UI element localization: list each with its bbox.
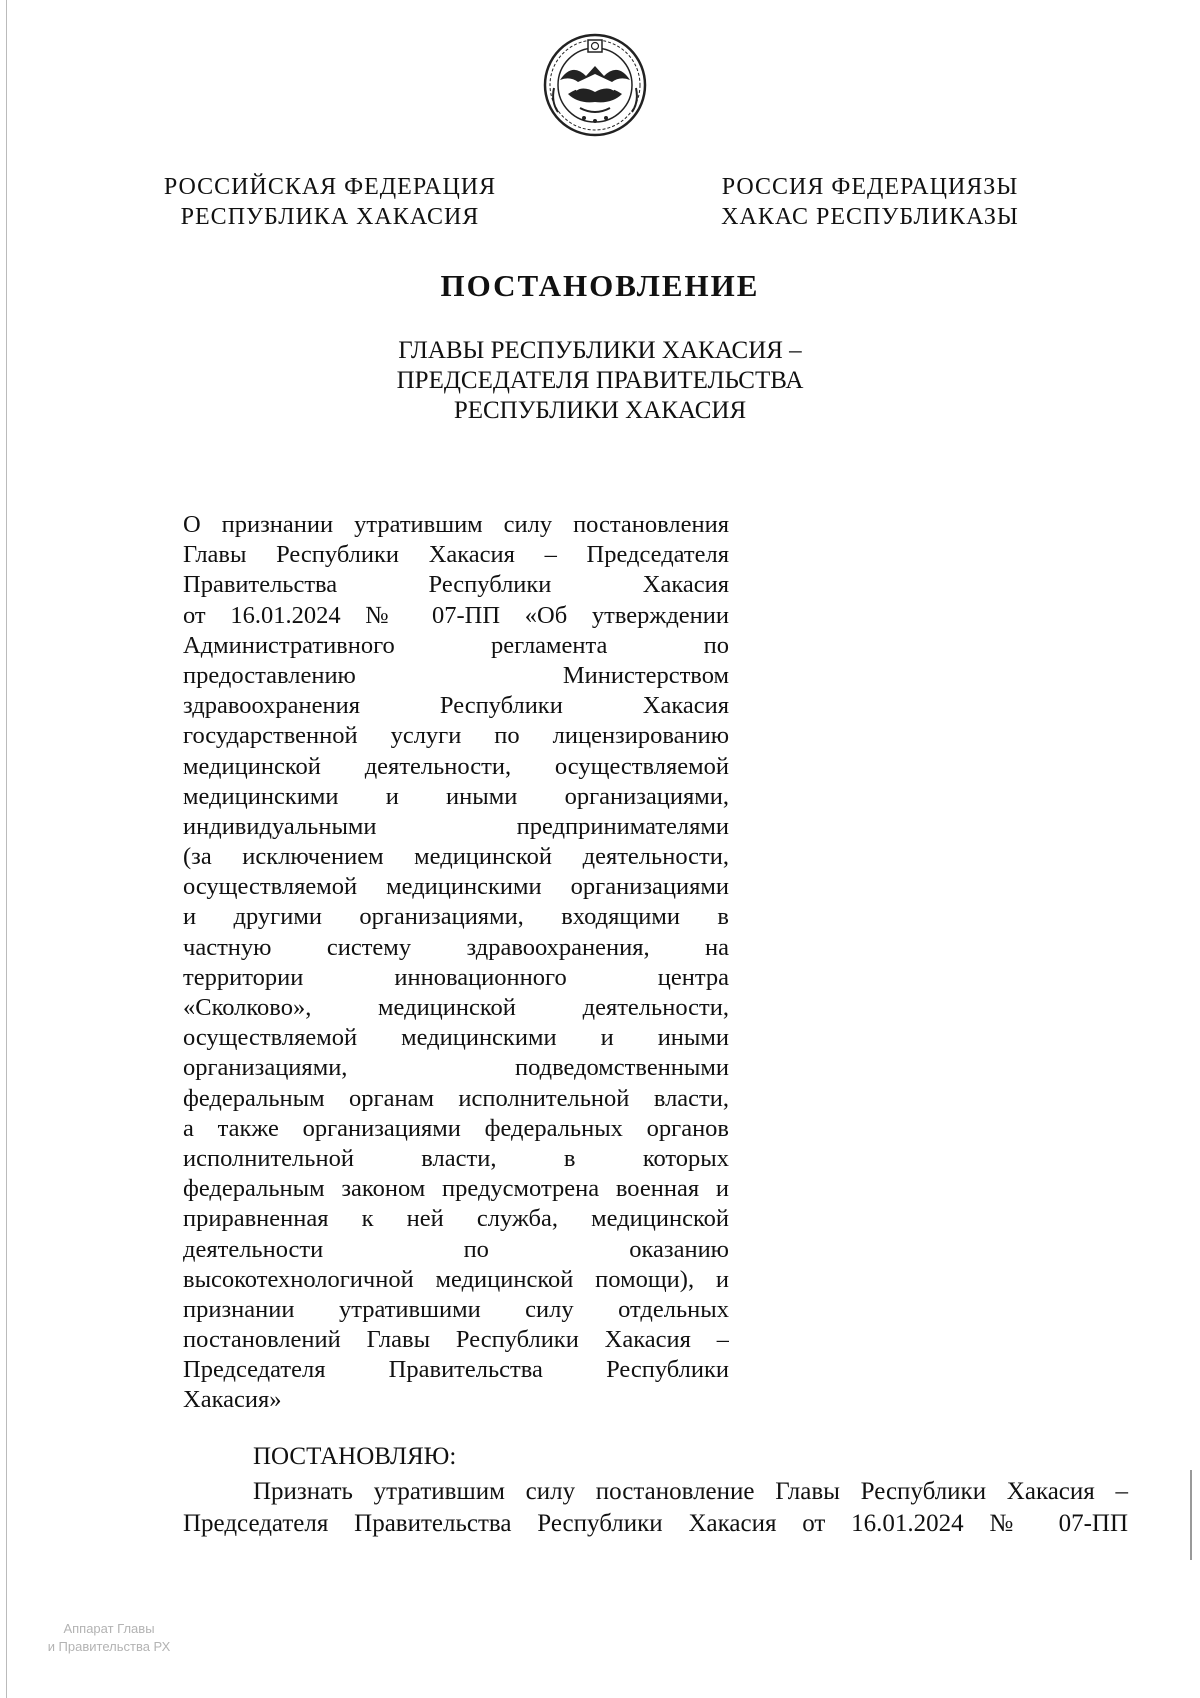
subject-line: предоставлению Министерством — [183, 661, 729, 689]
header-left-line: РОССИЙСКАЯ ФЕДЕРАЦИЯ — [163, 174, 497, 200]
subject-line: государственной услуги по лицензированию — [183, 722, 729, 750]
stamp-line: и Правительства РХ — [47, 1639, 171, 1654]
issuer — [330, 336, 870, 426]
document-subject — [183, 510, 729, 1416]
subject-line: здравоохранения Республики Хакасия — [183, 692, 729, 720]
scan-edge-left — [6, 0, 7, 1698]
subject-line: постановлений Главы Республики Хакасия – — [183, 1326, 729, 1354]
subject-line: осуществляемой медицинскими организациями — [183, 873, 729, 901]
subject-line: (за исключением медицинской деятельности, — [183, 843, 729, 871]
coat-of-arms-icon — [542, 32, 648, 138]
subject-line: и другими организациями, входящими в — [183, 903, 729, 931]
subject-line: организациями, подведомственными — [183, 1054, 729, 1082]
subject-line: медицинскими и иными организациями, — [183, 782, 729, 810]
header-right-line: РОССИЯ ФЕДЕРАЦИЯЗЫ — [721, 174, 1019, 200]
subject-line: деятельности по оказанию — [183, 1235, 729, 1263]
resolve-heading: ПОСТАНОВЛЯЮ: — [253, 1443, 457, 1470]
subject-line: Председателя Правительства Республики — [183, 1356, 729, 1384]
subject-line: медицинской деятельности, осуществляемой — [183, 752, 729, 780]
subject-line: федеральным органам исполнительной власти, — [183, 1084, 729, 1112]
header-right — [700, 172, 1040, 232]
issuer-line: ГЛАВЫ РЕСПУБЛИКИ ХАКАСИЯ – — [398, 337, 802, 364]
subject-line: исполнительной власти, в которых — [183, 1144, 729, 1172]
body-line: Председателя Правительства Республики Хакасия от 16.01.2024 № 07-ПП — [183, 1510, 1128, 1537]
subject-line: признании утратившими силу отдельных — [183, 1295, 729, 1323]
header-left — [160, 172, 500, 232]
subject-line: О признании утратившим силу постановления — [183, 511, 729, 538]
document-type: ПОСТАНОВЛЕНИЕ — [440, 268, 760, 303]
header-right-line: ХАКАС РЕСПУБЛИКАЗЫ — [721, 204, 1019, 230]
subject-line: индивидуальными предпринимателями — [183, 812, 729, 840]
body-paragraph — [183, 1476, 1128, 1540]
subject-line: частную систему здравоохранения, на — [183, 933, 729, 961]
issuer-line: ПРЕДСЕДАТЕЛЯ ПРАВИТЕЛЬСТВА — [396, 367, 804, 394]
subject-line: приравненная к ней служба, медицинской — [183, 1205, 729, 1233]
subject-line: федеральным законом предусмотрена военная и — [183, 1175, 729, 1203]
issuer-line: РЕСПУБЛИКИ ХАКАСИЯ — [453, 397, 747, 424]
subject-line: осуществляемой медицинскими и иными — [183, 1024, 729, 1052]
subject-line: Хакасия» — [183, 1386, 282, 1414]
office-stamp — [34, 1620, 184, 1656]
subject-line: от 16.01.2024 № 07-ПП «Об утверждении — [183, 601, 729, 629]
subject-line: территории инновационного центра — [183, 963, 729, 991]
subject-line: Правительства Республики Хакасия — [183, 571, 729, 599]
subject-line: Административного регламента по — [183, 631, 729, 659]
subject-line: а также организациями федеральных органов — [183, 1114, 729, 1142]
body-line: Признать утратившим силу постановление Главы Республики Хакасия – — [253, 1478, 1128, 1505]
subject-line: высокотехнологичной медицинской помощи), и — [183, 1265, 729, 1293]
subject-line: Главы Республики Хакасия – Председателя — [183, 541, 729, 569]
subject-line: «Сколково», медицинской деятельности, — [183, 994, 729, 1021]
header-left-line: РЕСПУБЛИКА ХАКАСИЯ — [180, 204, 480, 230]
scan-edge-right — [1190, 1470, 1192, 1560]
stamp-line: Аппарат Главы — [63, 1621, 155, 1636]
